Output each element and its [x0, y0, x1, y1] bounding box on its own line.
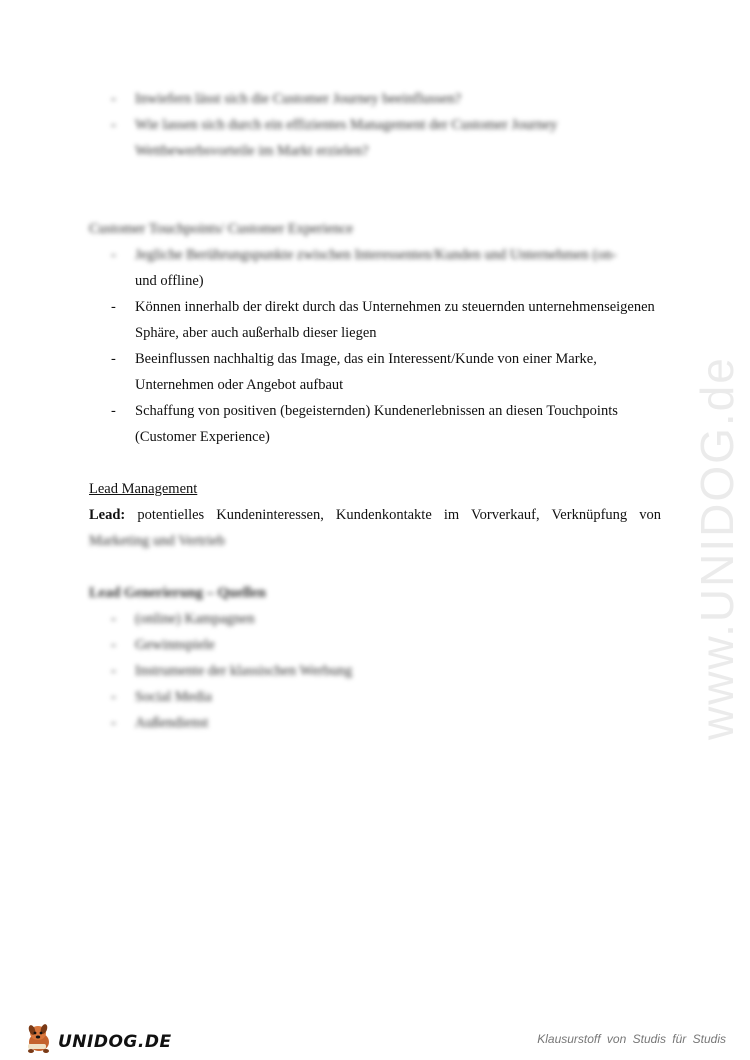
list-item: [89, 710, 661, 736]
bullet-dash: -: [111, 117, 116, 133]
lead-sources-list: [89, 606, 661, 736]
touchpoints-heading: Customer Touchpoints/ Customer Experience: [89, 221, 354, 237]
page-content: [89, 86, 661, 736]
bullet-dash: -: [111, 91, 116, 107]
bullet-dash: -: [111, 637, 116, 653]
list-item: [89, 398, 661, 450]
list-item: [89, 112, 661, 164]
list-item-text: (online) Kampagnen: [135, 611, 255, 627]
bullet-dash: -: [111, 403, 116, 419]
lead-label: Lead:: [89, 507, 126, 523]
list-item-text: Außendienst: [135, 715, 209, 731]
unidog-logo: [22, 1020, 172, 1054]
bullet-dash: -: [111, 247, 116, 263]
list-item: [89, 606, 661, 632]
lead-definition-continued: Marketing und Vertrieb: [89, 533, 225, 549]
lead-definition-text: potentielles Kundeninteressen, Kundenkontakte im Vorverkauf, Verknüpfung von: [137, 507, 662, 523]
bullet-dash: -: [111, 663, 116, 679]
list-item: [89, 86, 661, 112]
list-item-text: Schaffung von positiven (begeisternden) Kundenerlebnissen an diesen Touchpoints (Customer Experience): [135, 403, 618, 445]
list-item: [89, 684, 661, 710]
journey-questions-list: [89, 86, 661, 164]
list-item: [89, 658, 661, 684]
list-item: [89, 294, 661, 346]
touchpoints-list: [89, 242, 661, 450]
lead-management-heading: Lead Management: [89, 481, 198, 497]
footer-tagline: Klausurstoff von Studis für Studis: [537, 1032, 726, 1046]
list-item-text: Können innerhalb der direkt durch das Unternehmen zu steuernden unternehmenseigenen Sphäre, aber auch außerhalb dieser liegen: [135, 299, 655, 341]
lead-generation-heading: Lead Generierung – Quellen: [89, 585, 266, 601]
list-item-text: Inwiefern lässt sich die Customer Journey beeinflussen?: [135, 91, 462, 107]
bullet-dash: -: [111, 689, 116, 705]
list-item-text: Wie lassen sich durch ein effizientes Management der Customer Journey Wettbewerbsvorteile im Markt erzielen?: [135, 117, 558, 159]
list-item: [89, 346, 661, 398]
bullet-dash: -: [111, 351, 116, 367]
bullet-dash: -: [111, 715, 116, 731]
list-item-text: Beeinflussen nachhaltig das Image, das ein Interessent/Kunde von einer Marke, Unternehmen oder Angebot aufbaut: [135, 351, 597, 393]
watermark-text: www.UNIDOG.de: [691, 356, 743, 740]
lead-definition: [89, 502, 661, 528]
bullet-dash: -: [111, 299, 116, 315]
dog-mascot-icon: [22, 1020, 56, 1054]
list-item-text: und offline): [135, 273, 204, 289]
list-item-text: Gewinnspiele: [135, 637, 215, 653]
logo-text: UNIDOG.DE: [58, 1032, 172, 1052]
list-item: [89, 242, 661, 294]
list-item-text: Social Media: [135, 689, 212, 705]
bullet-dash: -: [111, 611, 116, 627]
list-item: [89, 632, 661, 658]
list-item-text-blurred: Jegliche Berührungspunkte zwischen Interessenten/Kunden und Unternehmen (on-: [135, 247, 617, 263]
list-item-text: Instrumente der klassischen Werbung: [135, 663, 353, 679]
